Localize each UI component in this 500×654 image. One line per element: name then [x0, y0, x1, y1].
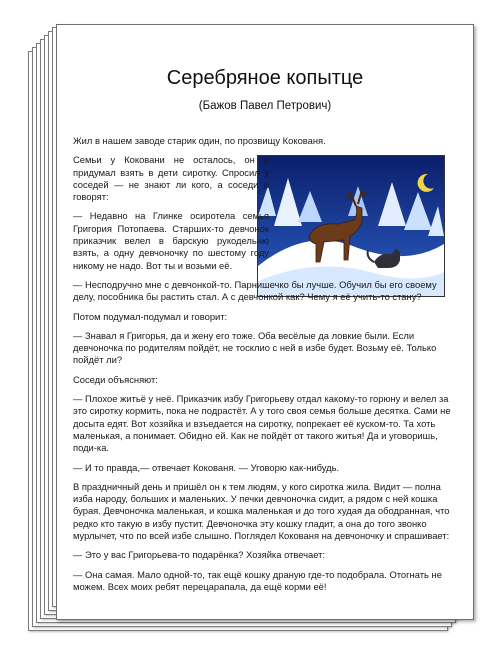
paragraph: — Это у вас Григорьева-то подарёнка? Хозяйка отвечает: [73, 549, 326, 561]
paragraph: Жил в нашем заводе старик один, по прозвищу Кокованя. [73, 135, 326, 146]
story-text [73, 135, 457, 600]
paragraph: Потом подумал-подумал и говорит: [73, 310, 228, 322]
paragraph: Соседи объясняют: [73, 373, 158, 385]
document-author: (Бажов Павел Петрович) [198, 100, 332, 112]
document-page [56, 24, 474, 620]
paragraph: — Плохое житьё у неё. Приказчик избу Григорьеву отдал какому-то горюну и велел за это сиротку кормить, пока не подрастёт. А у того своя семья больше десятка. Сами не досыта едят. Вот хозяйка и взъедается на сиротку, попрекает её куском-то. Та хоть маленькая, а понимает. Обидно ей. Как не пойдёт от такого житья! Да и уговоришь, поди-ка. [73, 393, 451, 454]
document-title: Серебряное копытце [166, 67, 364, 89]
paragraph: — Несподручно мне с девчонкой-то. Парнишечко бы лучше. Обучил бы его своему делу, пособника бы растить стал. А с девчонкой как? Чему я её учить-то стану? [73, 278, 437, 303]
paragraph: — Недавно на Глинке осиротела семья Григория Потопаева. Старших-то девчонок приказчик велел в барскую рукодельню взять, а одну девчоночку по шестому году никому не надо. Вот ты и возьми её. [73, 210, 269, 271]
paragraph: Семьи у Коковани не осталось, он и придумал взять в дети сиротку. Спросил у соседей — не знают ли кого, а соседи и говорят: [73, 154, 269, 203]
paragraph: — Она самая. Мало одной-то, так ещё кошку драную где-то подобрала. Отогнать не можем. Всех моих ребят перецарапала, да ещё корми её! [73, 568, 442, 592]
paragraph: — И то правда,— отвечает Кокованя. — Уговорю как-нибудь. [73, 461, 340, 473]
paragraph: — Знавал я Григорья, да и жену его тоже. Оба весёлые да ловкие были. Если девчоночка по родителям пойдёт, не тосклио с ней в избе будет. Возьму её. Только пойдёт ли? [73, 329, 437, 366]
paragraph: В праздничный день и пришёл он к тем людям, у кого сиротка жила. Видит — полна изба народу, больших и маленьких. У печки девчоночка сидит, а рядом с ней кошка бурая. Девчоночка маленькая, и кошка маленькая и до того худая да ободранная, что редко кто такую в избу пустит. Девчоночка эту кошку гладит, а она до того звонко мурлычет, что по всей избе слышно. Поглядел Кокованя на девчоночку и спрашивает: [73, 480, 450, 542]
